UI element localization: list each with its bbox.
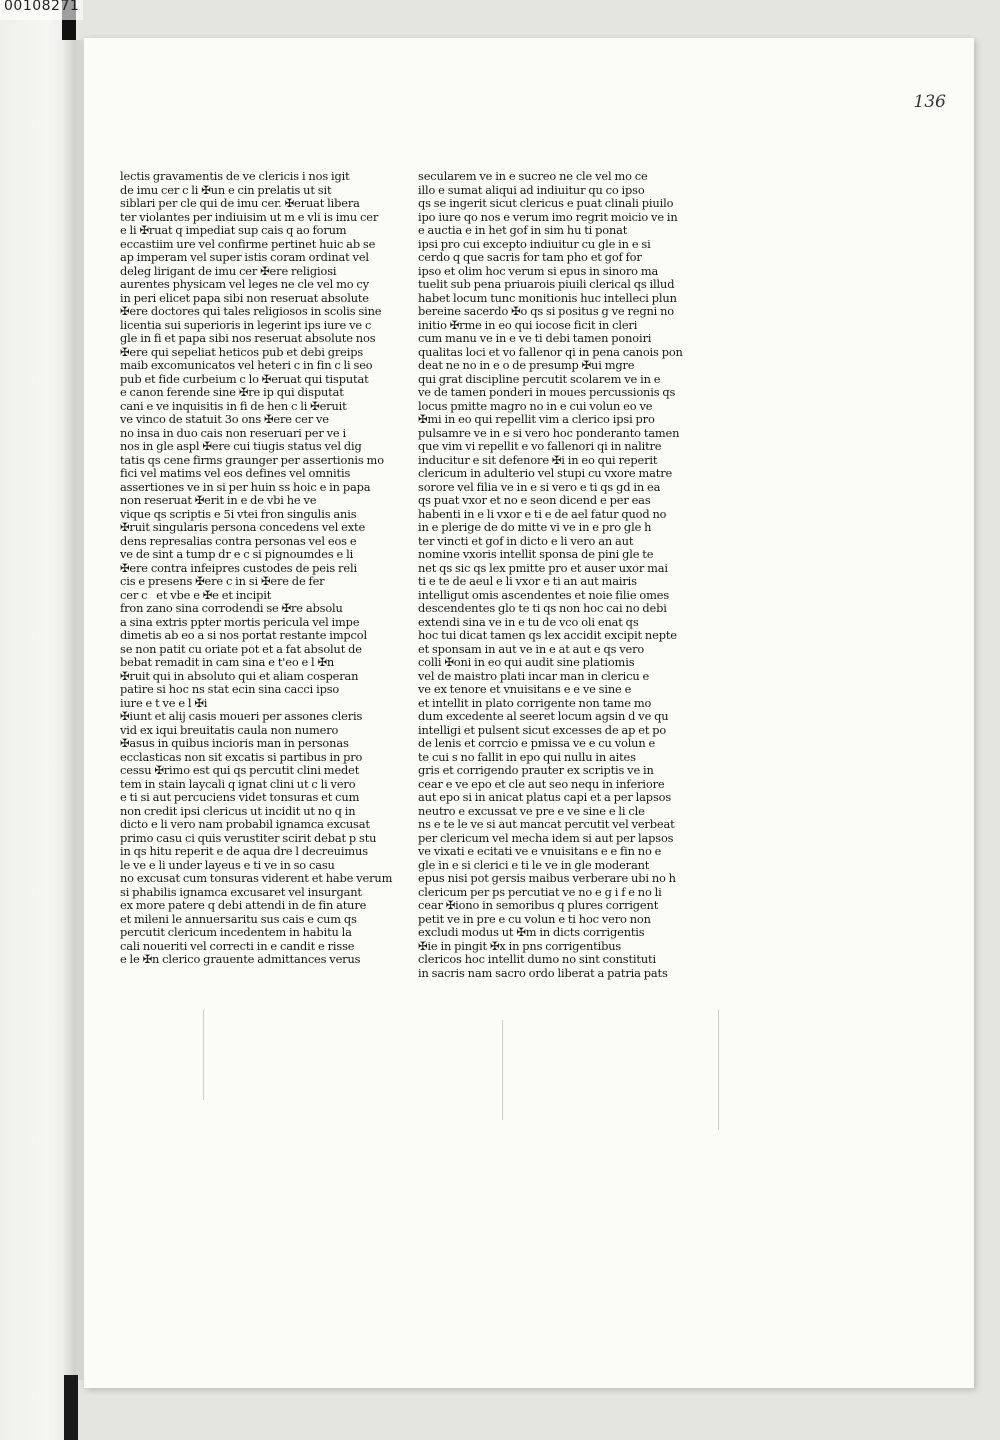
manuscript-line: e canon ferende sine ✠re ip qui disputat bbox=[120, 385, 344, 399]
manuscript-line: cis e presens ✠ere c in si ✠ere de fer bbox=[120, 574, 325, 588]
manuscript-line: non credit ipsi clericus ut incidit ut no q in bbox=[120, 803, 356, 818]
manuscript-line: in e plerige de do mitte vi ve in e pro gle h bbox=[418, 520, 652, 534]
manuscript-line: ter vincti et gof in dicto e li vero an aut bbox=[418, 533, 634, 548]
manuscript-line: cum manu ve in e ve ti debi tamen ponoiri bbox=[418, 331, 652, 345]
manuscript-line: neutro e excussat ve pre e ve sine e li cle bbox=[418, 803, 645, 818]
manuscript-line: tem in stain laycali q ignat clini ut c li vero bbox=[120, 776, 356, 791]
manuscript-line: ns e te le ve si aut mancat percutit vel verbeat bbox=[418, 817, 675, 831]
manuscript-line: ipso et olim hoc verum si epus in sinoro ma bbox=[418, 263, 659, 278]
manuscript-line: iure e t ve e l ✠i bbox=[120, 695, 208, 710]
manuscript-line: dicto e li vero nam probabil ignamca excusat bbox=[120, 817, 370, 831]
manuscript-line: ✠ruit qui in absoluto qui et aliam cosperan bbox=[120, 668, 359, 683]
archive-identifier: 00108271 bbox=[0, 0, 83, 20]
manuscript-line: secularem ve in e sucreo ne cle vel mo ce bbox=[418, 169, 648, 183]
manuscript-line: ex more patere q debi attendi in de fin ature bbox=[120, 898, 367, 912]
binding-clip-bottom bbox=[64, 1375, 78, 1440]
manuscript-line: maib excomunicatos vel heteri c in fin c li seo bbox=[120, 358, 373, 372]
manuscript-line: assertiones ve in si per huin ss hoic e in papa bbox=[120, 479, 371, 494]
manuscript-line: per clericum vel mecha idem si aut per lapsos bbox=[418, 830, 674, 845]
manuscript-line: ✠ere contra infeipres custodes de peis reli bbox=[120, 560, 357, 575]
manuscript-line: ✠asus in quibus incioris man in personas bbox=[120, 736, 349, 750]
manuscript-line: ✠ie in pingit ✠x in pns corrigentibus bbox=[418, 938, 622, 953]
manuscript-line: de lenis et corrcio e pmissa ve e cu volun e bbox=[418, 736, 656, 750]
manuscript-line: qs se ingerit sicut clericus e puat clinali piuilo bbox=[418, 196, 674, 210]
manuscript-line: clericum per ps percutiat ve no e g i f e no li bbox=[418, 884, 662, 899]
manuscript-line: cessu ✠rimo est qui qs percutit clini medet bbox=[120, 763, 360, 777]
manuscript-line: cerdo q que sacris for tam pho et gof for bbox=[418, 250, 642, 264]
manuscript-line: eccastiim ure vel confirme pertinet huic ab se bbox=[120, 236, 376, 251]
manuscript-line: habet locum tunc monitionis huc intelleci plun bbox=[418, 290, 677, 305]
manuscript-line: se non patit cu oriate pot et a fat absolut de bbox=[120, 641, 362, 656]
manuscript-line: ti e te de aeul e li vxor e ti an aut mairis bbox=[418, 574, 637, 588]
manuscript-line: epus nisi pot gersis maibus verberare ubi no h bbox=[418, 871, 676, 885]
manuscript-line: gris et corrigendo prauter ex scriptis ve in bbox=[418, 763, 654, 777]
manuscript-line: qui grat discipline percutit scolarem ve in e bbox=[418, 371, 661, 386]
manuscript-line: e auctia e in het gof in sim hu ti ponat bbox=[418, 223, 628, 237]
manuscript-line: initio ✠rme in eo qui iocose ficit in cleri bbox=[418, 317, 638, 332]
text-column-right bbox=[418, 169, 683, 1025]
manuscript-line: patire si hoc ns stat ecin sina cacci ipso bbox=[120, 682, 340, 696]
manuscript-line: nos in gle aspl ✠ere cui tiugis status vel dig bbox=[120, 439, 362, 453]
manuscript-line: aut epo si in anicat platus capi et a per lapsos bbox=[418, 790, 672, 804]
manuscript-line: cear e ve epo et cle aut seo nequ in inferiore bbox=[418, 776, 665, 791]
manuscript-line: non reseruat ✠erit in e de vbi he ve bbox=[120, 493, 317, 507]
manuscript-line: ve ex tenore et vnuisitans e e ve sine e bbox=[418, 682, 632, 696]
manuscript-line: tatis qs cene firms graunger per assertionis mo bbox=[120, 452, 384, 467]
manuscript-line: in sacris nam sacro ordo liberat a patria pats bbox=[418, 965, 668, 980]
manuscript-line: ✠iunt et alij casis moueri per assones cleris bbox=[120, 709, 363, 723]
manuscript-line: illo e sumat aliqui ad indiuitur qu co ipso bbox=[418, 182, 645, 197]
manuscript-line: ve vixati e ecitati ve e vnuisitans e e fin no e bbox=[418, 844, 662, 858]
manuscript-line: ipo iure qo nos e verum imo regrit moicio ve in bbox=[418, 209, 678, 224]
ruling-line bbox=[203, 1010, 204, 1100]
manuscript-line: vique qs scriptis e 5i vtei fron singulis anis bbox=[120, 506, 357, 521]
manuscript-line: vel de maistro plati incar man in clericu e bbox=[418, 668, 650, 683]
ruling-line bbox=[502, 1020, 503, 1120]
manuscript-line: deleg lirigant de imu cer ✠ere religiosi bbox=[120, 263, 337, 278]
manuscript-line: cali noueriti vel correcti in e candit e risse bbox=[120, 938, 355, 953]
manuscript-line: excludi modus ut ✠m in dicts corrigentis bbox=[418, 925, 645, 939]
manuscript-line: si phabilis ignamca excusaret vel insurgant bbox=[120, 884, 362, 899]
manuscript-line: locus pmitte magro no in e cui volun eo ve bbox=[418, 398, 653, 413]
manuscript-line: e li ✠ruat q impediat sup cais q ao forum bbox=[120, 223, 347, 237]
manuscript-line: ve de sint a tump dr e c si pignoumdes e li bbox=[120, 547, 354, 561]
manuscript-line: sorore vel filia ve in e si vero e ti qs gd in ea bbox=[418, 479, 661, 494]
manuscript-line: ve vinco de statuit 3o ons ✠ere cer ve bbox=[120, 412, 329, 426]
manuscript-line: hoc tui dicat tamen qs lex accidit excipit nepte bbox=[418, 628, 677, 642]
folio-number: 136 bbox=[913, 92, 946, 112]
manuscript-line: ecclasticas non sit excatis si partibus in pro bbox=[120, 749, 363, 764]
manuscript-line: et sponsam in aut ve in e at aut e qs vero bbox=[418, 641, 645, 656]
manuscript-line: fici vel matims vel eos defines vel omnitis bbox=[120, 466, 351, 480]
manuscript-line: ap imperam vel super istis coram ordinat vel bbox=[120, 250, 369, 264]
manuscript-line: nomine vxoris intellit sponsa de pini gle te bbox=[418, 547, 654, 561]
manuscript-line: in qs hitu reperit e de aqua dre l decreuimus bbox=[120, 844, 368, 858]
manuscript-line: cani e ve inquisitis in fi de hen c li ✠eruit bbox=[120, 398, 347, 413]
manuscript-line: et intellit in plato corrigente non tame mo bbox=[418, 695, 652, 710]
manuscript-line: bebat remadit in cam sina e t'eo e l ✠n bbox=[120, 655, 335, 669]
manuscript-line: de imu cer c li ✠un e cin prelatis ut sit bbox=[120, 182, 332, 197]
manuscript-line: gle in fi et papa sibi nos reseruat absolute nos bbox=[120, 331, 376, 345]
manuscript-line: cer c et vbe e ✠e et incipit bbox=[120, 587, 272, 602]
manuscript-line: ✠ere doctores qui tales religiosos in scolis sine bbox=[120, 304, 382, 318]
manuscript-line: fron zano sina corrodendi se ✠re absolu bbox=[120, 601, 343, 615]
manuscript-line: gle in e si clerici e ti le ve in gle moderant bbox=[418, 857, 650, 872]
manuscript-line: inducitur e sit defenore ✠i in eo qui reperit bbox=[418, 452, 658, 467]
manuscript-line: te cui s no fallit in epo qui nullu in aites bbox=[418, 749, 636, 764]
manuscript-line: no excusat cum tonsuras viderent et habe verum bbox=[120, 871, 393, 885]
manuscript-line: ve de tamen ponderi in moues percussionis qs bbox=[418, 385, 676, 399]
manuscript-line: le ve e li under layeus e ti ve in so casu bbox=[120, 857, 335, 872]
manuscript-line: petit ve in pre e cu volun e ti hoc vero non bbox=[418, 911, 651, 926]
manuscript-line: in peri elicet papa sibi non reseruat absolute bbox=[120, 290, 369, 305]
manuscript-line: vid ex iqui breuitatis caula non numero bbox=[120, 722, 339, 737]
manuscript-line: bereine sacerdo ✠o qs si positus g ve regni no bbox=[418, 304, 675, 318]
manuscript-line: aurentes physicam vel leges ne cle vel mo cy bbox=[120, 277, 369, 291]
manuscript-line: cear ✠iono in semoribus q plures corrigent bbox=[418, 898, 659, 912]
manuscript-line: e ti si aut percuciens videt tonsuras et cum bbox=[120, 790, 360, 804]
manuscript-line: ipsi pro cui excepto indiuitur cu gle in e si bbox=[418, 236, 651, 251]
manuscript-line: qualitas loci et vo fallenor qi in pena canois pon bbox=[418, 344, 683, 359]
ruling-line bbox=[718, 1010, 719, 1130]
manuscript-line: habenti in e li vxor e ti e de ael fatur quod no bbox=[418, 506, 667, 521]
manuscript-line: ✠ruit singularis persona concedens vel exte bbox=[120, 520, 366, 534]
manuscript-line: intelligi et pulsent sicut excesses de ap et po bbox=[418, 722, 667, 737]
manuscript-line: lectis gravamentis de ve clericis i nos igit bbox=[120, 169, 350, 183]
manuscript-line: pulsamre ve in e si vero hoc ponderanto tamen bbox=[418, 425, 680, 440]
manuscript-line: descendentes glo te ti qs non hoc cai no debi bbox=[418, 601, 667, 615]
manuscript-line: intelligut omis ascendentes et noie filie omes bbox=[418, 587, 670, 602]
manuscript-line: et mileni le annuersaritu sus cais e cum qs bbox=[120, 911, 357, 926]
text-column-left bbox=[120, 169, 393, 1010]
manuscript-line: tuelit sub pena priuarois piuili clerical qs illud bbox=[418, 277, 675, 291]
manuscript-line: dum excedente al seeret locum agsin d ve qu bbox=[418, 709, 669, 723]
manuscript-line: ✠mi in eo qui repellit vim a clerico ipsi pro bbox=[418, 412, 655, 426]
manuscript-line: deat ne no in e o de presump ✠ui mgre bbox=[418, 358, 635, 372]
manuscript-line: ✠ere qui sepeliat heticos pub et debi greips bbox=[120, 344, 364, 359]
manuscript-line: percutit clericum incedentem in habitu la bbox=[120, 925, 352, 939]
manuscript-line: dens represalias contra personas vel eos e bbox=[120, 533, 357, 548]
manuscript-line: net qs sic qs lex pmitte pro et auser uxor mai bbox=[418, 560, 668, 575]
manuscript-line: clericum in adulterio vel stupi cu vxore matre bbox=[418, 466, 673, 480]
manuscript-line: dimetis ab eo a si nos portat restante impcol bbox=[120, 628, 367, 642]
manuscript-line: que vim vi repellit e vo fallenori qi in nalitre bbox=[418, 439, 662, 453]
manuscript-line: primo casu ci quis verustiter scirit debat p stu bbox=[120, 830, 377, 845]
manuscript-line: ter violantes per indiuisim ut m e vli is imu cer bbox=[120, 209, 379, 224]
manuscript-line: colli ✠oni in eo qui audit sine platiomis bbox=[418, 655, 635, 669]
manuscript-line: extendi sina ve in e tu de vco oli enat qs bbox=[418, 614, 639, 629]
manuscript-line: pub et fide curbeium c lo ✠eruat qui tisputat bbox=[120, 371, 369, 386]
manuscript-line: siblari per cle qui de imu cer. ✠eruat libera bbox=[120, 196, 360, 210]
manuscript-line: a sina extris ppter mortis pericula vel impe bbox=[120, 614, 360, 629]
manuscript-line: qs puat vxor et no e seon dicend e per eas bbox=[418, 493, 651, 507]
manuscript-line: no insa in duo cais non reseruari per ve i bbox=[120, 425, 346, 440]
manuscript-line: e le ✠n clerico grauente admittances verus bbox=[120, 952, 361, 966]
manuscript-line: clericos hoc intellit dumo no sint constituti bbox=[418, 952, 656, 966]
manuscript-line: licentia sui superioris in legerint ips iure ve c bbox=[120, 317, 372, 332]
